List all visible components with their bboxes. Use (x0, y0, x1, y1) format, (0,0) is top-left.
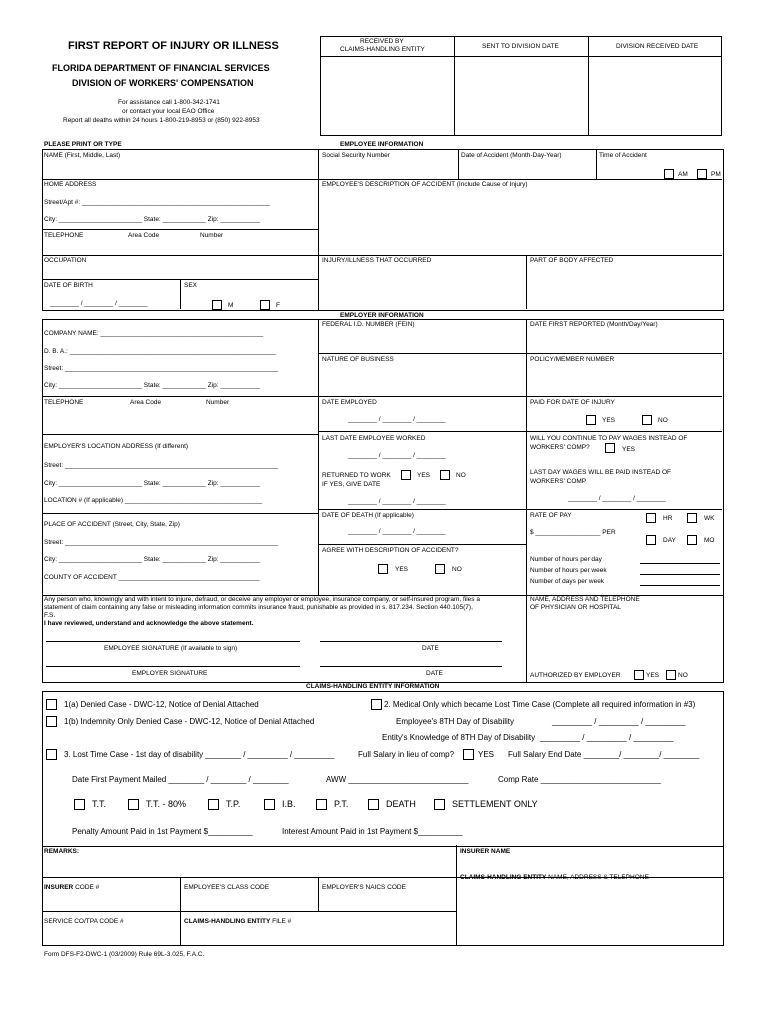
remarks-label: REMARKS: (44, 848, 80, 855)
settlement-label: SETTLEMENT ONLY (452, 799, 538, 809)
employer-signature-label: EMPLOYER SIGNATURE (132, 670, 208, 677)
death-label: DEATH (386, 799, 416, 809)
injury-label: INJURY/ILLNESS THAT OCCURRED (322, 257, 432, 264)
sex-male-checkbox[interactable] (212, 300, 222, 310)
employer-street-field[interactable]: Street: ___________________________________________________________ (44, 365, 279, 372)
agree-description-label: AGREE WITH DESCRIPTION OF ACCIDENT? (322, 547, 459, 554)
received-by-label: RECEIVED BY (360, 38, 404, 45)
employer-info-heading: EMPLOYER INFORMATION (340, 312, 424, 319)
ib-checkbox[interactable] (264, 799, 275, 810)
number-label: Number (200, 232, 224, 239)
rate-amount-field[interactable]: $ __________________ PER (530, 529, 616, 536)
date-of-birth-label: DATE OF BIRTH (44, 282, 93, 289)
fein-label: FEDERAL I.D. NUMBER (FEIN) (322, 321, 415, 328)
employee-8th-day-field[interactable]: _________ / _________ / _________ (552, 717, 686, 726)
entity-8th-day-label: Entity's Knowledge of 8TH Day of Disability (382, 733, 536, 742)
physician-label: NAME, ADDRESS AND TELEPHONE (530, 596, 640, 603)
tt-label: T.T. (92, 799, 107, 809)
returned-no-label: NO (456, 472, 466, 479)
returned-yes-label: YES (417, 472, 431, 479)
claims-entity-label: CLAIMS-HANDLING ENTITY (340, 46, 425, 53)
pt-checkbox[interactable] (316, 799, 327, 810)
employee-telephone-label: TELEPHONE (44, 232, 84, 239)
hours-per-day-label: Number of hours per day (530, 556, 602, 563)
location-city-field[interactable]: City: _______________________ State: ____________ Zip: ___________ (44, 480, 261, 487)
sex-female-checkbox[interactable] (260, 300, 270, 310)
employee-sig-date-line[interactable] (320, 641, 502, 642)
claims-entity-name-label: CLAIMS-HANDLING ENTITY NAME, ADDRESS & TELEPHONE (460, 874, 649, 881)
continue-wages-label-2: WORKERS' COMP? (530, 444, 590, 451)
area-code-label: Area Code (128, 232, 160, 239)
claims-entity-heading: CLAIMS-HANDLING ENTITY INFORMATION (306, 683, 440, 690)
pm-label: PM (711, 171, 721, 178)
division-name: DIVISION OF WORKERS' COMPENSATION (72, 78, 254, 88)
location-number-field[interactable]: LOCATION # (If applicable) ______________________________________ (44, 497, 263, 504)
medical-only-label: 2. Medical Only which became Lost Time Case (Complete all required information in #3) (384, 700, 696, 709)
tp-checkbox[interactable] (208, 799, 219, 810)
paid-injury-no-checkbox[interactable] (642, 415, 652, 425)
date-of-death-label: DATE OF DEATH (If applicable) (322, 512, 414, 519)
rate-of-pay-label: RATE OF PAY (530, 512, 572, 519)
date-of-death-field[interactable]: ________ / ________ / ________ (348, 528, 446, 535)
rate-hr-checkbox[interactable] (646, 513, 656, 523)
date-employed-field[interactable]: ________ / ________ / ________ (348, 416, 446, 423)
time-of-accident-label: Time of Accident (599, 152, 647, 159)
death-report-phone: Report all deaths within 24 hours 1-800-219-8953 or (850) 922-8953 (63, 117, 260, 124)
employer-area-code-label: Area Code (130, 399, 162, 406)
am-checkbox[interactable] (664, 169, 674, 179)
date-of-birth-field[interactable]: ________ / ________ / ________ (50, 300, 148, 307)
employer-city-field[interactable]: City: _______________________ State: ____________ Zip: ___________ (44, 382, 261, 389)
county-of-accident-field[interactable]: COUNTY OF ACCIDENT _______________________________________ (44, 574, 260, 581)
entity-8th-day-field[interactable]: _________ / _________ / _________ (540, 733, 674, 742)
accident-description-label: EMPLOYEE'S DESCRIPTION OF ACCIDENT (Include Cause of Injury) (322, 181, 528, 188)
salary-end-date-field[interactable]: Full Salary End Date ________/ ________/ ________ (508, 750, 700, 759)
employee-8th-day-label: Employee's 8TH Day of Disability (396, 717, 515, 726)
part-of-body-label: PART OF BODY AFFECTED (530, 257, 614, 264)
tt-checkbox[interactable] (74, 799, 85, 810)
employer-number-label: Number (206, 399, 230, 406)
print-instruction: PLEASE PRINT OR TYPE (44, 141, 122, 148)
date-employed-label: DATE EMPLOYED (322, 399, 377, 406)
rate-wk-checkbox[interactable] (687, 513, 697, 523)
agree-no-checkbox[interactable] (435, 564, 445, 574)
insurer-code-label: INSURER CODE # (44, 884, 100, 891)
tt80-checkbox[interactable] (128, 799, 139, 810)
hours-per-week-field[interactable] (640, 574, 720, 575)
agree-no-label: NO (452, 566, 462, 573)
sent-to-division-label: SENT TO DIVISION DATE (482, 43, 559, 50)
place-of-accident-label: PLACE OF ACCIDENT (Street, City, State, Zip) (44, 521, 180, 528)
rate-mo-label: MO (704, 537, 715, 544)
tp-label: T.P. (226, 799, 241, 809)
continue-wages-label: WILL YOU CONTINUE TO PAY WAGES INSTEAD OF (530, 435, 688, 442)
rate-wk-label: WK (704, 515, 715, 522)
employer-telephone-label: TELEPHONE (44, 399, 84, 406)
death-checkbox[interactable] (368, 799, 379, 810)
occupation-label: OCCUPATION (44, 257, 87, 264)
first-payment-date-field[interactable]: Date First Payment Mailed ________ / ________ / ________ (72, 775, 289, 784)
fraud-statement-1: Any person who, knowingly and with intent to injure, defraud, or deceive any employer or employee, insurance company, or self-insured program, files a (44, 596, 480, 603)
full-salary-label: Full Salary in lieu of comp? (358, 750, 455, 759)
employer-signature-line[interactable] (46, 666, 300, 667)
continue-wages-yes-checkbox[interactable] (605, 443, 615, 453)
hours-per-day-field[interactable] (640, 563, 720, 564)
days-per-week-label: Number of days per week (530, 578, 605, 585)
dba-field[interactable]: D. B. A.: _________________________________________________________ (44, 348, 276, 355)
authorized-by-employer-label: AUTHORIZED BY EMPLOYER (530, 672, 621, 679)
returned-no-checkbox[interactable] (440, 470, 450, 480)
tt80-label: T.T. - 80% (146, 799, 187, 809)
rate-mo-checkbox[interactable] (687, 535, 697, 545)
returned-yes-checkbox[interactable] (401, 470, 411, 480)
denied-case-label: 1(a) Denied Case - DWC-12, Notice of Denial Attached (64, 700, 259, 709)
authorized-no-checkbox[interactable] (666, 670, 676, 680)
fraud-statement-2: statement of claim containing any false or misleading information commits insurance fraud, punishable as provided in s. 817.234. Section 440.105(7), (44, 604, 473, 611)
fraud-statement-3: F.S. (44, 612, 56, 619)
assistance-phone: For assistance call 1-800-342-1741 (118, 99, 220, 106)
employee-name-label: NAME (First, Middle, Last) (44, 152, 121, 159)
class-code-label: EMPLOYEE'S CLASS CODE (184, 884, 270, 891)
policy-number-label: POLICY/MEMBER NUMBER (530, 356, 615, 363)
employee-info-heading: EMPLOYEE INFORMATION (340, 141, 424, 148)
full-salary-yes-checkbox[interactable] (463, 749, 474, 760)
last-date-worked-label: LAST DATE EMPLOYEE WORKED (322, 435, 426, 442)
claims-entity-file-label: CLAIMS-HANDLING ENTITY FILE # (184, 918, 292, 925)
female-label: F (276, 302, 280, 309)
lost-time-checkbox[interactable] (46, 749, 57, 760)
paid-injury-yes-checkbox[interactable] (586, 415, 596, 425)
physician-label-2: OF PHYSICIAN OR HOSPITAL (530, 604, 621, 611)
interest-amount-field[interactable]: Interest Amount Paid in 1st Payment $__________ (282, 827, 463, 836)
location-address-label: EMPLOYER'S LOCATION ADDRESS (If different) (44, 443, 189, 450)
paid-for-injury-label: PAID FOR DATE OF INJURY (530, 399, 615, 406)
home-street-field[interactable]: Street/Apt #: ____________________________________________________ (44, 199, 270, 206)
sex-label: SEX (184, 282, 198, 289)
authorized-yes-checkbox[interactable] (634, 670, 644, 680)
aww-field[interactable]: AWW ___________________________ (326, 775, 469, 784)
insurer-name-label: INSURER NAME (460, 848, 511, 855)
ib-label: I.B. (282, 799, 296, 809)
am-label: AM (678, 171, 688, 178)
last-day-wages-label: LAST DAY WAGES WILL BE PAID INSTEAD OF (530, 469, 671, 476)
indemnity-denied-label: 1(b) Indemnity Only Denied Case - DWC-12, Notice of Denial Attached (64, 717, 315, 726)
location-street-field[interactable]: Street: ___________________________________________________________ (44, 462, 279, 469)
returned-to-work-label: RETURNED TO WORK (322, 472, 391, 479)
nature-of-business-label: NATURE OF BUSINESS (322, 356, 394, 363)
form-title: FIRST REPORT OF INJURY OR ILLNESS (68, 40, 279, 52)
ssn-label: Social Security Number (322, 152, 390, 159)
company-name-field[interactable]: COMPANY NAME: _____________________________________________ (44, 330, 264, 337)
employee-section (42, 149, 724, 311)
last-day-wages-label-2: WORKERS' COMP (530, 478, 587, 485)
home-address-label: HOME ADDRESS (44, 181, 97, 188)
indemnity-denied-checkbox[interactable] (46, 716, 57, 727)
authorized-yes-label: YES (646, 672, 660, 679)
employee-sig-date-label: DATE (422, 645, 439, 652)
comp-rate-field[interactable]: Comp Rate ___________________________ (498, 775, 661, 784)
agree-yes-checkbox[interactable] (378, 564, 388, 574)
lost-time-label[interactable]: 3. Lost Time Case - 1st day of disability ________ / _________ / _________ (64, 750, 335, 759)
acknowledgement: I have reviewed, understand and acknowledge the above statement. (44, 620, 254, 627)
naics-code-label: EMPLOYER'S NAICS CODE (322, 884, 406, 891)
employer-sig-date-label: DATE (426, 670, 443, 677)
claims-entity-section (42, 691, 724, 847)
penalty-amount-field[interactable]: Penalty Amount Paid in 1st Payment $__________ (72, 827, 253, 836)
paid-injury-yes-label: YES (602, 417, 616, 424)
pt-label: P.T. (334, 799, 349, 809)
medical-only-checkbox[interactable] (371, 699, 382, 710)
department-name: FLORIDA DEPARTMENT OF FINANCIAL SERVICES (52, 63, 270, 73)
employee-signature-label: EMPLOYEE SIGNATURE (If available to sign) (104, 645, 238, 652)
denied-case-checkbox[interactable] (46, 699, 57, 710)
last-day-wages-field[interactable]: ________ / ________ / ________ (568, 495, 666, 502)
service-code-label: SERVICE CO/TPA CODE # (44, 918, 124, 925)
employer-sig-date-line[interactable] (320, 666, 502, 667)
rate-day-label: DAY (663, 537, 676, 544)
settlement-checkbox[interactable] (434, 799, 445, 810)
form-identifier: Form DFS-F2-DWC-1 (03/2009) Rule 69L-3.025, F.A.C. (44, 951, 205, 958)
full-salary-yes-label: YES (478, 750, 495, 759)
rate-hr-label: HR (663, 515, 673, 522)
employee-signature-line[interactable] (46, 641, 300, 642)
paid-injury-no-label: NO (658, 417, 668, 424)
remarks-section (42, 845, 724, 946)
date-of-accident-label: Date of Accident (Month-Day-Year) (461, 152, 562, 159)
place-city-field[interactable]: City: _______________________ State: ____________ Zip: ___________ (44, 556, 261, 563)
return-date-field[interactable]: ________ / ________ / ________ (348, 498, 446, 505)
if-yes-date-label: IF YES, GIVE DATE (322, 481, 381, 488)
date-first-reported-label: DATE FIRST REPORTED (Month/Day/Year) (530, 321, 658, 328)
days-per-week-field[interactable] (640, 585, 720, 586)
pm-checkbox[interactable] (697, 169, 707, 179)
male-label: M (228, 302, 234, 309)
continue-wages-yes-label: YES (622, 446, 636, 453)
hours-per-week-label: Number of hours per week (530, 567, 607, 574)
last-date-worked-field[interactable]: ________ / ________ / ________ (348, 452, 446, 459)
home-city-field[interactable]: City: _______________________ State: ____________ Zip: ___________ (44, 216, 261, 223)
place-street-field[interactable]: Street: ___________________________________________________________ (44, 539, 279, 546)
rate-day-checkbox[interactable] (646, 535, 656, 545)
division-received-label: DIVISION RECEIVED DATE (616, 43, 699, 50)
agree-yes-label: YES (395, 566, 409, 573)
assistance-office: or contact your local EAO Office (122, 108, 215, 115)
authorized-no-label: NO (678, 672, 688, 679)
